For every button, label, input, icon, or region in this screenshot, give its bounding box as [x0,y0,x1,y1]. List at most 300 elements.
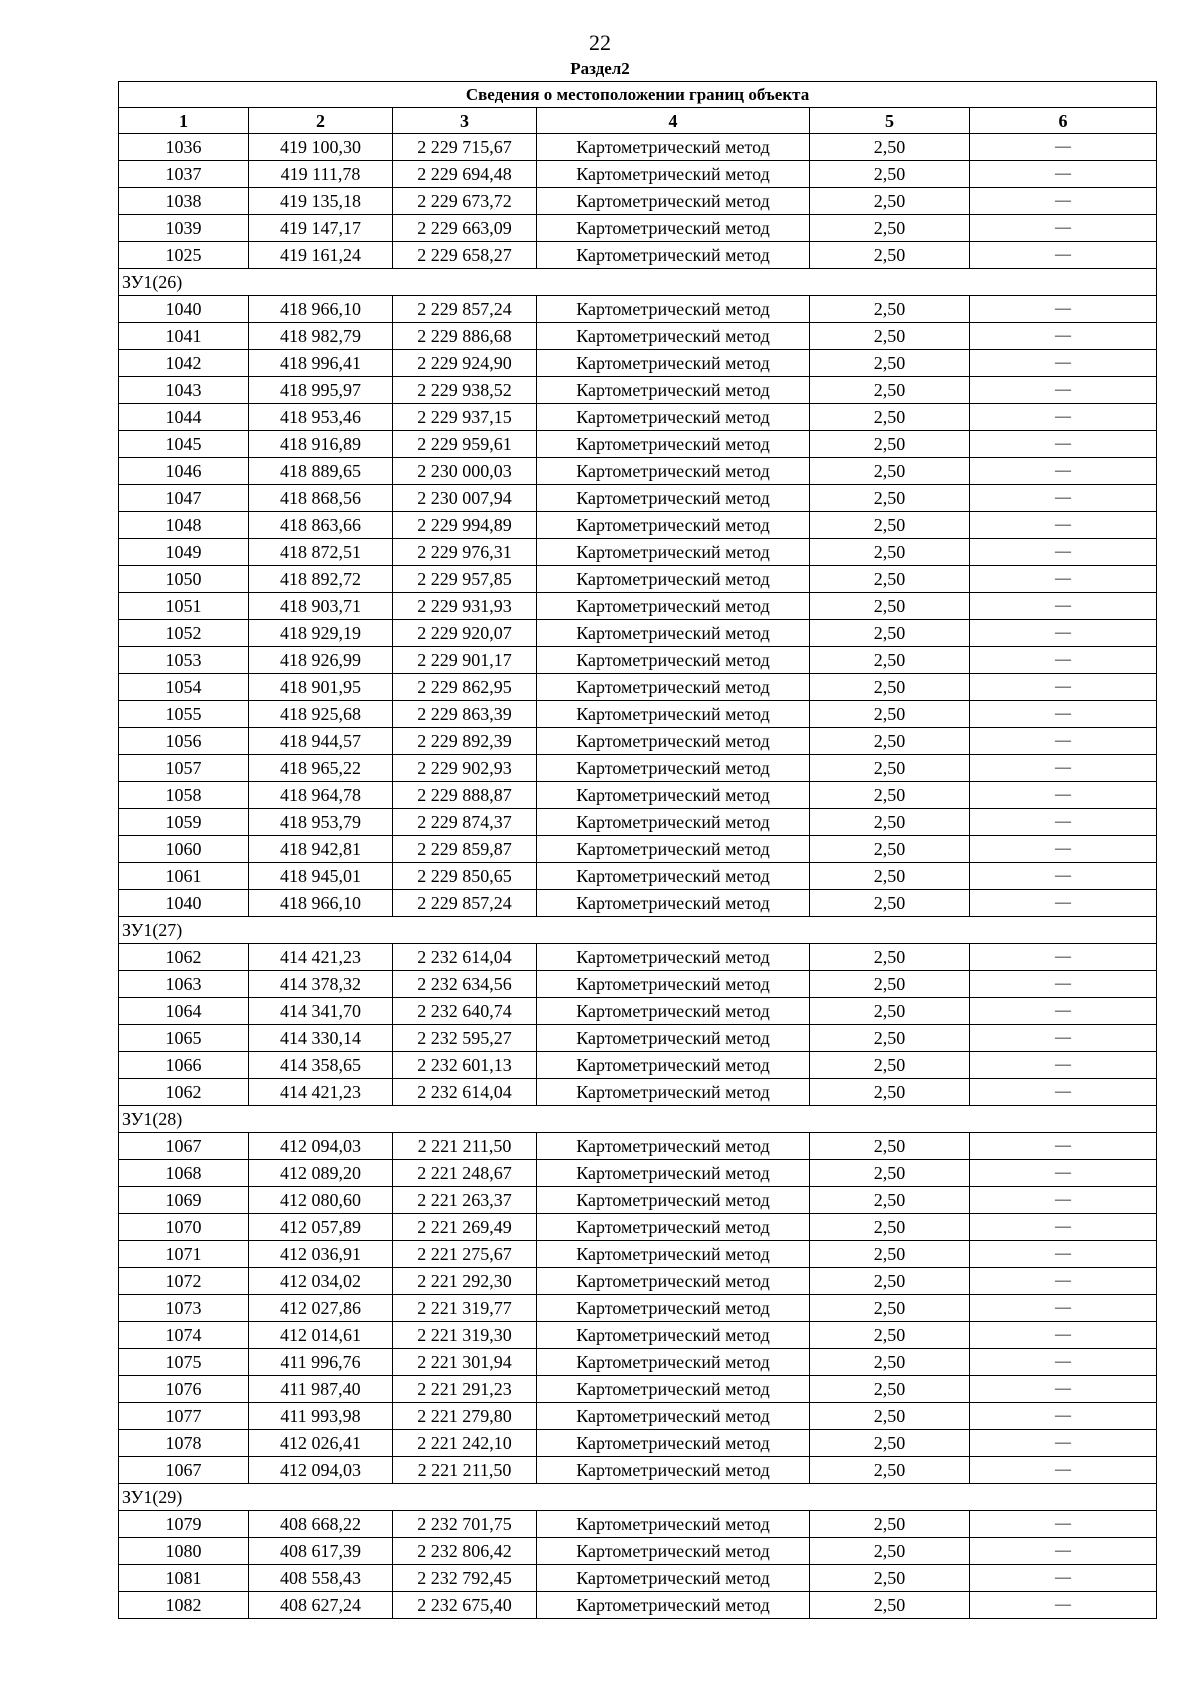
description-cell: — [970,539,1157,566]
x-coordinate-cell: 418 929,19 [249,620,393,647]
method-cell: Картометрический метод [537,512,810,539]
accuracy-cell: 2,50 [810,620,970,647]
x-coordinate-cell: 408 558,43 [249,1565,393,1592]
method-cell: Картометрический метод [537,836,810,863]
table-row [119,1133,1157,1160]
x-coordinate-cell: 408 668,22 [249,1511,393,1538]
point-number-cell: 1048 [119,512,249,539]
description-cell: — [970,782,1157,809]
method-cell: Картометрический метод [537,1079,810,1106]
table-row [119,296,1157,323]
method-cell: Картометрический метод [537,1160,810,1187]
description-cell: — [970,836,1157,863]
accuracy-cell: 2,50 [810,566,970,593]
accuracy-cell: 2,50 [810,1052,970,1079]
accuracy-cell: 2,50 [810,458,970,485]
method-cell: Картометрический метод [537,458,810,485]
accuracy-cell: 2,50 [810,1538,970,1565]
accuracy-cell: 2,50 [810,1403,970,1430]
accuracy-cell: 2,50 [810,944,970,971]
x-coordinate-cell: 418 982,79 [249,323,393,350]
y-coordinate-cell: 2 221 242,10 [393,1430,537,1457]
x-coordinate-cell: 418 916,89 [249,431,393,458]
table-row [119,404,1157,431]
accuracy-cell: 2,50 [810,539,970,566]
y-coordinate-cell: 2 229 957,85 [393,566,537,593]
method-cell: Картометрический метод [537,944,810,971]
y-coordinate-cell: 2 229 924,90 [393,350,537,377]
point-number-cell: 1047 [119,485,249,512]
column-header: 5 [810,108,970,134]
x-coordinate-cell: 418 996,41 [249,350,393,377]
table-body [119,134,1157,1619]
y-coordinate-cell: 2 229 902,93 [393,755,537,782]
accuracy-cell: 2,50 [810,1322,970,1349]
description-cell: — [970,1565,1157,1592]
table-row [119,944,1157,971]
y-coordinate-cell: 2 229 937,15 [393,404,537,431]
point-number-cell: 1079 [119,1511,249,1538]
table-row [119,512,1157,539]
accuracy-cell: 2,50 [810,863,970,890]
method-cell: Картометрический метод [537,1403,810,1430]
x-coordinate-cell: 419 161,24 [249,242,393,269]
column-header: 6 [970,108,1157,134]
point-number-cell: 1066 [119,1052,249,1079]
y-coordinate-cell: 2 232 614,04 [393,1079,537,1106]
description-cell: — [970,161,1157,188]
x-coordinate-cell: 418 945,01 [249,863,393,890]
method-cell: Картометрический метод [537,1538,810,1565]
x-coordinate-cell: 418 872,51 [249,539,393,566]
y-coordinate-cell: 2 229 658,27 [393,242,537,269]
table-row [119,971,1157,998]
x-coordinate-cell: 414 421,23 [249,944,393,971]
y-coordinate-cell: 2 232 792,45 [393,1565,537,1592]
accuracy-cell: 2,50 [810,1079,970,1106]
method-cell: Картометрический метод [537,1241,810,1268]
table-row [119,539,1157,566]
accuracy-cell: 2,50 [810,1511,970,1538]
accuracy-cell: 2,50 [810,1241,970,1268]
point-number-cell: 1059 [119,809,249,836]
point-number-cell: 1072 [119,1268,249,1295]
y-coordinate-cell: 2 229 863,39 [393,701,537,728]
description-cell: — [970,1160,1157,1187]
y-coordinate-cell: 2 229 874,37 [393,809,537,836]
method-cell: Картометрический метод [537,1052,810,1079]
table-row [119,1592,1157,1619]
description-cell: — [970,188,1157,215]
x-coordinate-cell: 414 378,32 [249,971,393,998]
point-number-cell: 1046 [119,458,249,485]
table-row [119,377,1157,404]
point-number-cell: 1063 [119,971,249,998]
point-number-cell: 1041 [119,323,249,350]
group-row [119,1106,1157,1133]
table-row [119,1052,1157,1079]
description-cell: — [970,1079,1157,1106]
x-coordinate-cell: 419 147,17 [249,215,393,242]
accuracy-cell: 2,50 [810,647,970,674]
y-coordinate-cell: 2 229 886,68 [393,323,537,350]
description-cell: — [970,1133,1157,1160]
y-coordinate-cell: 2 229 931,93 [393,593,537,620]
method-cell: Картометрический метод [537,188,810,215]
accuracy-cell: 2,50 [810,431,970,458]
method-cell: Картометрический метод [537,971,810,998]
table-row [119,323,1157,350]
table-header-row [119,108,1157,134]
method-cell: Картометрический метод [537,728,810,755]
x-coordinate-cell: 412 094,03 [249,1133,393,1160]
table-row [119,161,1157,188]
point-number-cell: 1039 [119,215,249,242]
accuracy-cell: 2,50 [810,593,970,620]
accuracy-cell: 2,50 [810,1349,970,1376]
x-coordinate-cell: 411 987,40 [249,1376,393,1403]
table-row [119,485,1157,512]
accuracy-cell: 2,50 [810,728,970,755]
table-row [119,1511,1157,1538]
y-coordinate-cell: 2 232 806,42 [393,1538,537,1565]
method-cell: Картометрический метод [537,1565,810,1592]
method-cell: Картометрический метод [537,1511,810,1538]
x-coordinate-cell: 418 901,95 [249,674,393,701]
method-cell: Картометрический метод [537,863,810,890]
page-number: 22 [589,30,611,55]
accuracy-cell: 2,50 [810,701,970,728]
y-coordinate-cell: 2 230 000,03 [393,458,537,485]
x-coordinate-cell: 418 868,56 [249,485,393,512]
table-row [119,1403,1157,1430]
x-coordinate-cell: 418 966,10 [249,890,393,917]
description-cell: — [970,1241,1157,1268]
table-row [119,701,1157,728]
table-row [119,1214,1157,1241]
y-coordinate-cell: 2 229 663,09 [393,215,537,242]
x-coordinate-cell: 414 358,65 [249,1052,393,1079]
table-row [119,809,1157,836]
point-number-cell: 1052 [119,620,249,647]
table-row [119,620,1157,647]
y-coordinate-cell: 2 232 634,56 [393,971,537,998]
x-coordinate-cell: 418 964,78 [249,782,393,809]
point-number-cell: 1069 [119,1187,249,1214]
point-number-cell: 1082 [119,1592,249,1619]
description-cell: — [970,512,1157,539]
accuracy-cell: 2,50 [810,404,970,431]
accuracy-cell: 2,50 [810,377,970,404]
method-cell: Картометрический метод [537,1430,810,1457]
method-cell: Картометрический метод [537,1457,810,1484]
y-coordinate-cell: 2 221 291,23 [393,1376,537,1403]
accuracy-cell: 2,50 [810,1430,970,1457]
accuracy-cell: 2,50 [810,809,970,836]
point-number-cell: 1055 [119,701,249,728]
description-cell: — [970,998,1157,1025]
point-number-cell: 1049 [119,539,249,566]
accuracy-cell: 2,50 [810,1187,970,1214]
table-row [119,1025,1157,1052]
table-row [119,647,1157,674]
x-coordinate-cell: 418 944,57 [249,728,393,755]
description-cell: — [970,1592,1157,1619]
accuracy-cell: 2,50 [810,1565,970,1592]
y-coordinate-cell: 2 229 901,17 [393,647,537,674]
table-row [119,593,1157,620]
point-number-cell: 1077 [119,1403,249,1430]
y-coordinate-cell: 2 229 694,48 [393,161,537,188]
table-row [119,674,1157,701]
table-row [119,755,1157,782]
y-coordinate-cell: 2 229 888,87 [393,782,537,809]
description-cell: — [970,890,1157,917]
point-number-cell: 1051 [119,593,249,620]
accuracy-cell: 2,50 [810,674,970,701]
x-coordinate-cell: 418 925,68 [249,701,393,728]
method-cell: Картометрический метод [537,323,810,350]
method-cell: Картометрический метод [537,647,810,674]
method-cell: Картометрический метод [537,890,810,917]
method-cell: Картометрический метод [537,782,810,809]
method-cell: Картометрический метод [537,566,810,593]
point-number-cell: 1043 [119,377,249,404]
description-cell: — [970,485,1157,512]
x-coordinate-cell: 414 341,70 [249,998,393,1025]
accuracy-cell: 2,50 [810,323,970,350]
description-cell: — [970,1430,1157,1457]
description-cell: — [970,296,1157,323]
description-cell: — [970,1538,1157,1565]
accuracy-cell: 2,50 [810,1376,970,1403]
description-cell: — [970,1322,1157,1349]
table-caption: Сведения о местоположении границ объекта [119,82,1157,108]
table-row [119,1268,1157,1295]
point-number-cell: 1060 [119,836,249,863]
description-cell: — [970,647,1157,674]
method-cell: Картометрический метод [537,242,810,269]
point-number-cell: 1040 [119,296,249,323]
accuracy-cell: 2,50 [810,296,970,323]
table-row [119,1430,1157,1457]
x-coordinate-cell: 412 080,60 [249,1187,393,1214]
method-cell: Картометрический метод [537,350,810,377]
table-row [119,1565,1157,1592]
x-coordinate-cell: 418 892,72 [249,566,393,593]
y-coordinate-cell: 2 221 269,49 [393,1214,537,1241]
description-cell: — [970,701,1157,728]
table-row [119,215,1157,242]
x-coordinate-cell: 411 993,98 [249,1403,393,1430]
group-row [119,1484,1157,1511]
table-row [119,728,1157,755]
y-coordinate-cell: 2 229 920,07 [393,620,537,647]
method-cell: Картометрический метод [537,485,810,512]
description-cell: — [970,377,1157,404]
description-cell: — [970,350,1157,377]
table-row [119,242,1157,269]
point-number-cell: 1081 [119,1565,249,1592]
x-coordinate-cell: 419 100,30 [249,134,393,161]
y-coordinate-cell: 2 221 319,30 [393,1322,537,1349]
point-number-cell: 1070 [119,1214,249,1241]
table-row [119,1538,1157,1565]
y-coordinate-cell: 2 221 279,80 [393,1403,537,1430]
accuracy-cell: 2,50 [810,1268,970,1295]
table-row [119,188,1157,215]
method-cell: Картометрический метод [537,296,810,323]
x-coordinate-cell: 414 330,14 [249,1025,393,1052]
y-coordinate-cell: 2 229 976,31 [393,539,537,566]
point-number-cell: 1076 [119,1376,249,1403]
method-cell: Картометрический метод [537,620,810,647]
method-cell: Картометрический метод [537,701,810,728]
y-coordinate-cell: 2 221 275,67 [393,1241,537,1268]
accuracy-cell: 2,50 [810,1214,970,1241]
description-cell: — [970,755,1157,782]
method-cell: Картометрический метод [537,431,810,458]
x-coordinate-cell: 418 903,71 [249,593,393,620]
method-cell: Картометрический метод [537,215,810,242]
column-header: 4 [537,108,810,134]
accuracy-cell: 2,50 [810,782,970,809]
description-cell: — [970,944,1157,971]
x-coordinate-cell: 412 036,91 [249,1241,393,1268]
accuracy-cell: 2,50 [810,350,970,377]
point-number-cell: 1067 [119,1133,249,1160]
x-coordinate-cell: 412 094,03 [249,1457,393,1484]
description-cell: — [970,1457,1157,1484]
y-coordinate-cell: 2 229 850,65 [393,863,537,890]
accuracy-cell: 2,50 [810,998,970,1025]
accuracy-cell: 2,50 [810,1592,970,1619]
x-coordinate-cell: 412 027,86 [249,1295,393,1322]
table-row [119,1322,1157,1349]
y-coordinate-cell: 2 221 301,94 [393,1349,537,1376]
y-coordinate-cell: 2 229 857,24 [393,890,537,917]
accuracy-cell: 2,50 [810,890,970,917]
point-number-cell: 1053 [119,647,249,674]
method-cell: Картометрический метод [537,404,810,431]
point-number-cell: 1038 [119,188,249,215]
description-cell: — [970,1511,1157,1538]
accuracy-cell: 2,50 [810,1025,970,1052]
x-coordinate-cell: 408 627,24 [249,1592,393,1619]
table-row [119,863,1157,890]
description-cell: — [970,1187,1157,1214]
group-label: ЗУ1(26) [119,269,1157,296]
accuracy-cell: 2,50 [810,971,970,998]
point-number-cell: 1078 [119,1430,249,1457]
y-coordinate-cell: 2 221 263,37 [393,1187,537,1214]
x-coordinate-cell: 418 942,81 [249,836,393,863]
point-number-cell: 1062 [119,944,249,971]
x-coordinate-cell: 414 421,23 [249,1079,393,1106]
x-coordinate-cell: 419 111,78 [249,161,393,188]
accuracy-cell: 2,50 [810,242,970,269]
point-number-cell: 1075 [119,1349,249,1376]
description-cell: — [970,215,1157,242]
description-cell: — [970,458,1157,485]
method-cell: Картометрический метод [537,377,810,404]
table-caption-row [119,82,1157,108]
table-row [119,890,1157,917]
description-cell: — [970,674,1157,701]
x-coordinate-cell: 411 996,76 [249,1349,393,1376]
y-coordinate-cell: 2 229 862,95 [393,674,537,701]
accuracy-cell: 2,50 [810,215,970,242]
x-coordinate-cell: 412 034,02 [249,1268,393,1295]
description-cell: — [970,1052,1157,1079]
point-number-cell: 1036 [119,134,249,161]
group-label: ЗУ1(27) [119,917,1157,944]
group-label: ЗУ1(29) [119,1484,1157,1511]
point-number-cell: 1065 [119,1025,249,1052]
y-coordinate-cell: 2 221 211,50 [393,1133,537,1160]
method-cell: Картометрический метод [537,1295,810,1322]
boundary-table [118,81,1157,1619]
group-row [119,917,1157,944]
description-cell: — [970,1349,1157,1376]
method-cell: Картометрический метод [537,1322,810,1349]
point-number-cell: 1064 [119,998,249,1025]
method-cell: Картометрический метод [537,1268,810,1295]
accuracy-cell: 2,50 [810,1160,970,1187]
point-number-cell: 1025 [119,242,249,269]
accuracy-cell: 2,50 [810,188,970,215]
point-number-cell: 1045 [119,431,249,458]
point-number-cell: 1071 [119,1241,249,1268]
y-coordinate-cell: 2 221 211,50 [393,1457,537,1484]
accuracy-cell: 2,50 [810,134,970,161]
y-coordinate-cell: 2 221 292,30 [393,1268,537,1295]
point-number-cell: 1040 [119,890,249,917]
method-cell: Картометрический метод [537,1133,810,1160]
accuracy-cell: 2,50 [810,512,970,539]
point-number-cell: 1061 [119,863,249,890]
method-cell: Картометрический метод [537,1376,810,1403]
table-row [119,458,1157,485]
table-row [119,1241,1157,1268]
table-row [119,1457,1157,1484]
description-cell: — [970,593,1157,620]
point-number-cell: 1054 [119,674,249,701]
method-cell: Картометрический метод [537,674,810,701]
method-cell: Картометрический метод [537,539,810,566]
x-coordinate-cell: 412 057,89 [249,1214,393,1241]
description-cell: — [970,242,1157,269]
point-number-cell: 1042 [119,350,249,377]
point-number-cell: 1073 [119,1295,249,1322]
point-number-cell: 1050 [119,566,249,593]
point-number-cell: 1067 [119,1457,249,1484]
description-cell: — [970,323,1157,350]
x-coordinate-cell: 418 966,10 [249,296,393,323]
y-coordinate-cell: 2 232 595,27 [393,1025,537,1052]
y-coordinate-cell: 2 232 701,75 [393,1511,537,1538]
point-number-cell: 1056 [119,728,249,755]
description-cell: — [970,134,1157,161]
method-cell: Картометрический метод [537,809,810,836]
point-number-cell: 1080 [119,1538,249,1565]
x-coordinate-cell: 418 926,99 [249,647,393,674]
description-cell: — [970,566,1157,593]
x-coordinate-cell: 419 135,18 [249,188,393,215]
column-header: 2 [249,108,393,134]
description-cell: — [970,728,1157,755]
description-cell: — [970,431,1157,458]
